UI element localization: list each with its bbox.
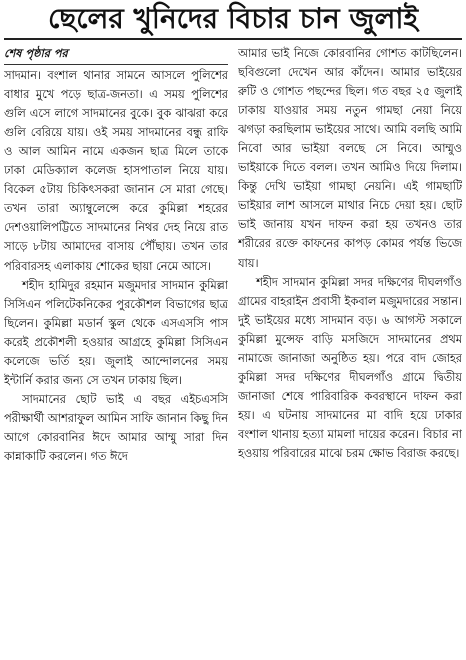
paragraph: আমার ভাই নিজে কোরবানির গোশত কাটছিলেন। ছবিগুলো দেখেন আর কাঁদেন। আমার ভাইয়ের রুটি ও গোশত পছন্দের ছিল। গত বছর ২৫ জুলাই ঢাকায় যাওয়ার সময় নতুন গামছা নেয়া নিয়ে ঝগড়া করছিলাম ভাইয়ের সাথে। আমি বলছি আমি নিবো আর ভাইয়া বলছে সে নিবে। আম্মুও ভাইয়াকে দিতে বলল। তখন আমিও দিয়ে দিলাম। কিন্তু দেখি ভাইয়া গামছা নেয়নি। এই গামছাটি ভাইয়ার লাশ আসলে মাথার নিচে দেয়া হয়। ছোট ভাই জানায় যখন দাফন করা হয় তখনও তার শরীরের রক্তে কাফনের কাপড় কোমর পর্যন্ত ভিজে যায়। (238, 47, 462, 270)
paragraph: শহীদ হামিদুর রহমান মজুমদার সাদমান কুমিল্লা সিসিএন পলিটেকনিকের পুরকৌশল বিভাগের ছাত্র ছিলেন। কুমিল্লা মডার্ন স্কুল থেকে এসএসসি পাস করেই প্রকৌশলী হওয়ার আগ্রহে কুমিল্লা সিসিএন কলেজে ভর্তি হয়। জুলাই আন্দোলনের সময় ইন্টার্নি করার জন্য সে তখন ঢাকায় ছিল। (4, 278, 228, 387)
paragraph: সাদমান। বংশাল থানার সামনে আসলে পুলিশের বাধার মুখে পড়ে ছাত্র-জনতা। এ সময় পুলিশের গুলি এসে লাগে সাদমানের বুকে। বুক ঝাঝরা করে গুলি বেরিয়ে যায়। ওই সময় সাদমানের বন্ধু রাফি ও আল আমিন নামে একজন ছাত্র মিলে তাকে ঢাকা মেডিক্যাল কলেজ হাসপাতাল নিয়ে যায়। বিকেল ৫টায় চিকিৎসকরা জানান সে মারা গেছে। তখন তারা অ্যাম্বুলেন্সে করে কুমিল্লা শহরের দেশওয়ালিপট্টিতে সাদমানের নিথর দেহ নিয়ে রাত সাড়ে ৮টায় আমাদের বাসায় পৌঁছায়। তখন তার পরিবারসহ এলাকায় শোকের ছায়া নেমে আসে। (4, 69, 228, 273)
column-right (238, 44, 462, 656)
article-body (4, 44, 462, 656)
continuation-label: শেষ পৃষ্ঠার পর (4, 44, 228, 65)
headline: ছেলের খুনিদের বিচার চান জুলাই (47, 2, 419, 35)
headline-rule (4, 38, 462, 40)
paragraph: সাদমানের ছোট ভাই এ বছর এইচএসসি পরীক্ষার্থী আশরাফুল আমিন সাফি জানান কিছু দিন আগে কোরবানির ঈদে আমার আম্মু সারা দিন কান্নাকাটি করলেন। গত ঈদে (4, 392, 228, 463)
column-left (4, 44, 228, 656)
paragraph: শহীদ সাদমান কুমিল্লা সদর দক্ষিণের দীঘলগাঁও গ্রামের বাহরাইন প্রবাসী ইকবাল মজুমদারের সন্তান। দুই ভাইয়ের মধ্যে সাদমান বড়। ৬ আগস্ট সকালে কুমিল্লা মুন্সেফ বাড়ি মসজিদে সাদমানের প্রথম নামাজে জানাজা অনুষ্ঠিত হয়। পরে বাদ জোহর কুমিল্লা সদর দক্ষিণের দীঘলগাঁও গ্রামে দ্বিতীয় জানাজা শেষে পারিবারিক কবরস্থানে দাফন করা হয়। এ ঘটনায় সাদমানের মা বাদি হয়ে ঢাকার বংশাল থানায় হত্যা মামলা দায়ের করেন। বিচার না হওয়ায় পরিবারের মাঝে চরম ক্ষোভ বিরাজ করছে। (238, 275, 462, 460)
